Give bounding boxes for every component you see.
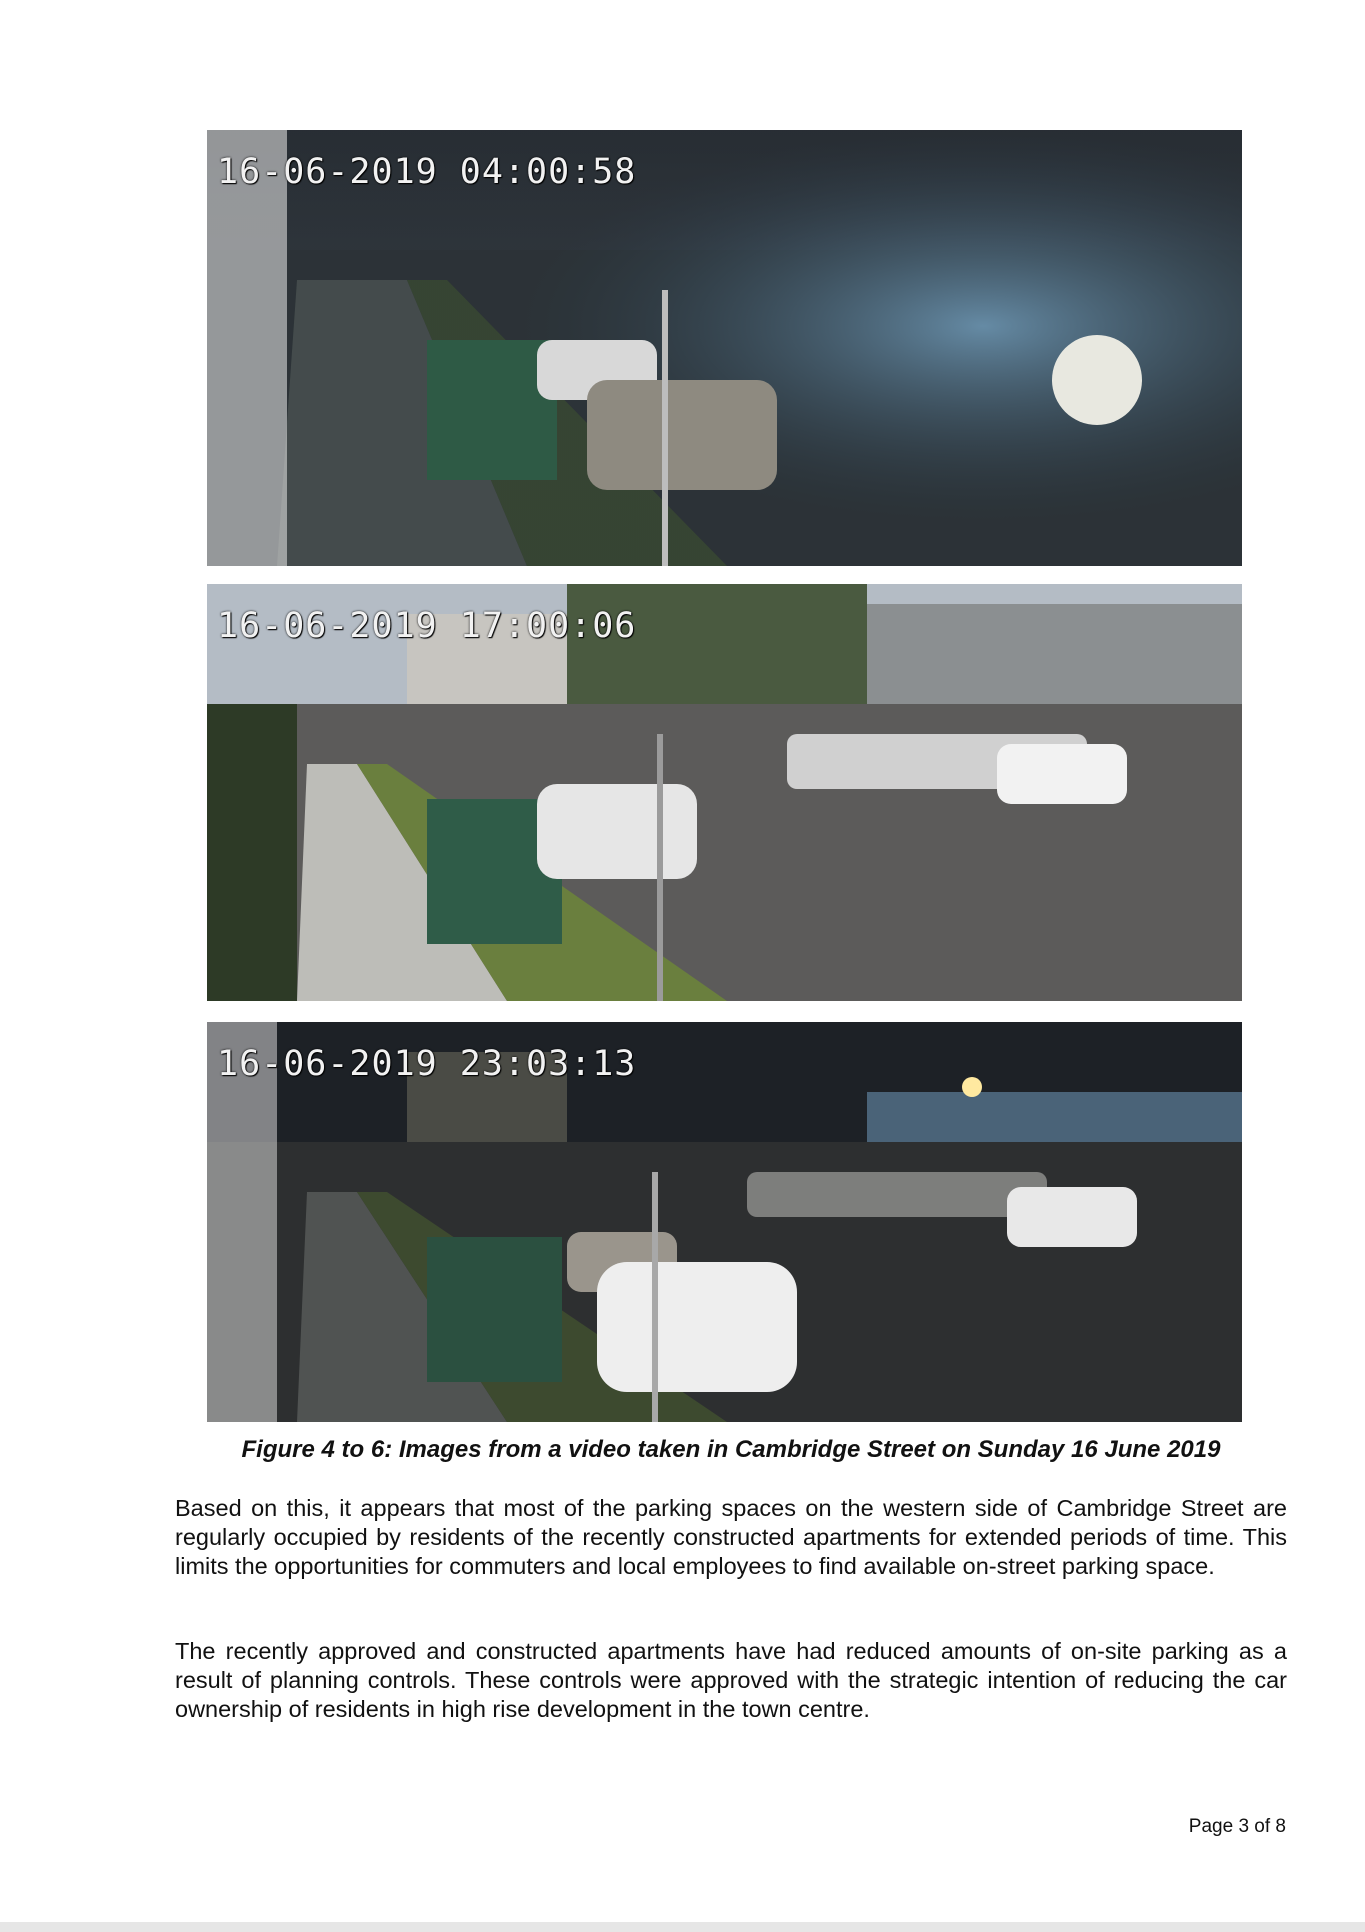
video-timestamp: 16-06-2019 17:00:06	[217, 606, 637, 646]
video-timestamp: 16-06-2019 23:03:13	[217, 1044, 637, 1084]
cctv-photo-afternoon	[207, 584, 1242, 1001]
cctv-photo-early-morning	[207, 130, 1242, 566]
cctv-photo-early-morning-image	[207, 130, 1242, 566]
page-bottom-edge	[0, 1922, 1365, 1932]
cctv-photo-afternoon-image	[207, 584, 1242, 1001]
video-timestamp: 16-06-2019 04:00:58	[217, 152, 637, 192]
body-paragraph: Based on this, it appears that most of the parking spaces on the western side of Cambridge Street are regularly occupied by residents of the recently constructed apartments for extended periods of time. This limits the opportunities for commuters and local employees to find available on-street parking space.	[175, 1495, 1287, 1579]
cctv-photo-night	[207, 1022, 1242, 1422]
body-paragraph: The recently approved and constructed apartments have had reduced amounts of on-site parking as a result of planning controls. These controls were approved with the strategic intention of reducing the car ownership of residents in high rise development in the town centre.	[175, 1638, 1287, 1722]
page-number: Page 3 of 8	[1188, 1816, 1286, 1837]
figure-caption: Figure 4 to 6: Images from a video taken in Cambridge Street on Sunday 16 June 2019	[241, 1436, 1221, 1463]
